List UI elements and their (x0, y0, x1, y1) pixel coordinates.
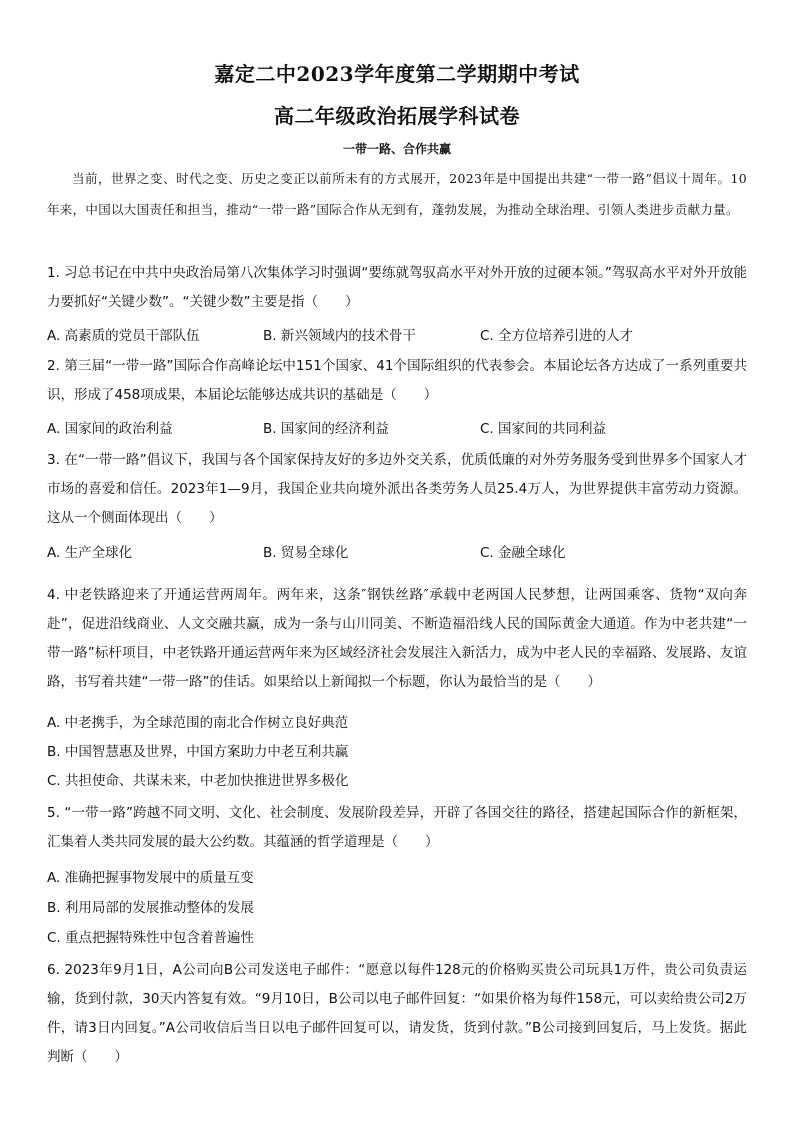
exam-title: 嘉定二中2023学年度第二学期期中考试 (214, 62, 580, 86)
question-2-option-c[interactable]: C. 国家间的共同利益 (480, 421, 607, 437)
question-4-option-c[interactable]: C. 共担使命、共谋未来，中老加快推进世界多极化 (47, 773, 349, 789)
question-4-option-a[interactable]: A. 中老携手，为全球范围的南北合作树立良好典范 (47, 715, 349, 731)
question-1-options (47, 324, 747, 353)
question-5-option-c[interactable]: C. 重点把握特殊性中包含着普遍性 (47, 930, 255, 946)
question-3-stem: 3. 在“一带一路”倡议下，我国与各个国家保持友好的多边外交关系，优质低廉的对外劳务服务受到世界多个国家人才市场的喜爱和信任。2023年1—9月，我国企业共向境外派出各类劳务人员25.4万人，为世界提供丰富劳动力资源。这从一个侧面体现出（ ） (47, 452, 747, 526)
question-2-option-a[interactable]: A. 国家间的政治利益 (47, 421, 173, 437)
question-5-option-b[interactable]: B. 利用局部的发展推动整体的发展 (47, 900, 254, 916)
question-4-option-b[interactable]: B. 中国智慧惠及世界，中国方案助力中老互利共赢 (47, 744, 349, 760)
question-5-option-a[interactable]: A. 准确把握事物发展中的质量互变 (47, 870, 254, 886)
question-2-options (47, 417, 747, 446)
question-1-option-a[interactable]: A. 高素质的党员干部队伍 (47, 328, 200, 344)
section-heading: 一带一路、合作共赢 (342, 142, 451, 156)
question-3-option-a[interactable]: A. 生产全球化 (47, 545, 133, 561)
question-1-option-b[interactable]: B. 新兴领域内的技术骨干 (263, 328, 416, 344)
intro-paragraph: 当前，世界之变、时代之变、历史之变正以前所未有的方式展开，2023年是中国提出共建“一带一路”倡议十周年。10年来，中国以大国责任和担当，推动“一带一路”国际合作从无到有，蓬勃发展，为推动全球治理、引领人类进步贡献力量。 (47, 171, 747, 217)
question-6-stem: 6. 2023年9月1日，A公司向B公司发送电子邮件：“愿意以每件128元的价格购买贵公司玩具1万件，贵公司负责运输，货到付款，30天内答复有效。“9月10日，B公司以电子邮件回复：“如果价格为每件158元，可以卖给贵公司2万件，请3日内回复。”A公司收信后当日以电子邮件回复可以，请发货，货到付款。”B公司接到回复后，马上发货。据此判断（ ） (47, 962, 747, 1065)
question-3-option-c[interactable]: C. 金融全球化 (480, 545, 566, 561)
question-3-options (47, 541, 747, 570)
question-1-option-c[interactable]: C. 全方位培养引进的人才 (480, 328, 634, 344)
exam-subtitle: 高二年级政治拓展学科试卷 (274, 104, 520, 128)
question-3-option-b[interactable]: B. 贸易全球化 (263, 545, 349, 561)
question-5-stem: 5. “一带一路”跨越不同文明、文化、社会制度、发展阶段差异，开辟了各国交往的路径，搭建起国际合作的新框架，汇集着人类共同发展的最大公约数。其蕴涵的哲学道理是（ ） (47, 805, 747, 850)
question-2-stem: 2. 第三届“一带一路”国际合作高峰论坛中151个国家、41个国际组织的代表参会。本届论坛各方达成了一系列重要共识，形成了458项成果，本届论坛能够达成共识的基础是（ ） (47, 358, 747, 403)
question-1-stem: 1. 习总书记在中共中央政治局第八次集体学习时强调“要练就驾驭高水平对外开放的过硬本领。”驾驭高水平对外开放能力要抓好“关键少数”。“关键少数”主要是指（ ） (47, 265, 747, 310)
question-4-stem: 4. 中老铁路迎来了开通运营两周年。两年来，这条″钢铁丝路″承载中老两国人民梦想，让两国乘客、货物“双向奔赴”，促进沿线商业、人文交融共赢，成为一条与山川同美、不断造福沿线人民的国际黄金大通道。作为中老共建“一带一路”标杆项目，中老铁路开通运营两年来为区域经济社会发展注入新活力，成为中老人民的幸福路、发展路、友谊路，书写着共建“一带一路”的佳话。如果给以上新闻拟一个标题，你认为最恰当的是（ ） (47, 587, 747, 690)
question-2-option-b[interactable]: B. 国家间的经济利益 (263, 421, 389, 437)
